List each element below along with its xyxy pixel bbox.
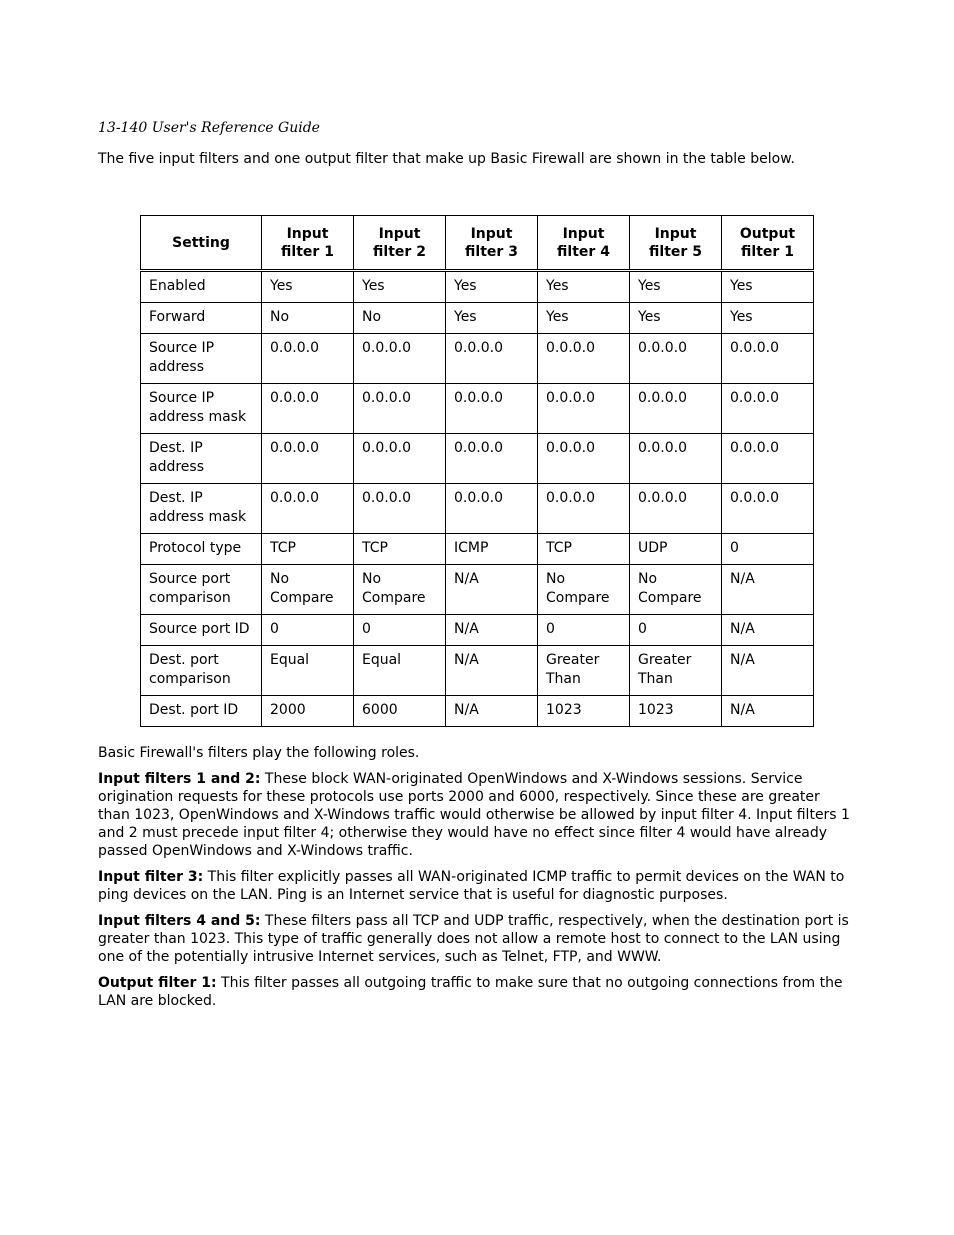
table-cell: 0.0.0.0: [630, 384, 722, 434]
table-cell: Yes: [354, 271, 446, 303]
role-paragraph: [98, 974, 854, 1010]
table-row: [141, 271, 814, 303]
table-cell: TCP: [354, 534, 446, 565]
table-cell: 0.0.0.0: [538, 484, 630, 534]
intro-paragraph: The five input filters and one output filter that make up Basic Firewall are shown in the table below.: [98, 151, 795, 167]
role-term: Input filter 3:: [98, 869, 204, 885]
table-cell: Yes: [262, 271, 354, 303]
table-cell: 0.0.0.0: [722, 434, 814, 484]
table-cell: 0.0.0.0: [262, 484, 354, 534]
table-cell: 0.0.0.0: [354, 384, 446, 434]
table-row: [141, 696, 814, 727]
row-label-cell: Source IP address: [141, 334, 262, 384]
row-label-cell: Dest. IP address: [141, 434, 262, 484]
table-row: [141, 434, 814, 484]
role-text: This filter explicitly passes all WAN-originated ICMP traffic to permit devices on the WAN to ping devices on the LAN. Ping is an Internet service that is useful for diagnostic purposes.: [98, 869, 845, 903]
row-label-cell: Protocol type: [141, 534, 262, 565]
table-row: [141, 303, 814, 334]
table-cell: 0: [262, 615, 354, 646]
column-header: Setting: [141, 216, 262, 271]
table-cell: No Compare: [538, 565, 630, 615]
role-paragraph: [98, 868, 854, 904]
table-row: [141, 646, 814, 696]
table-body: [141, 271, 814, 727]
table-cell: 0.0.0.0: [446, 334, 538, 384]
table-cell: 0.0.0.0: [538, 434, 630, 484]
table-cell: Equal: [262, 646, 354, 696]
table-cell: N/A: [446, 646, 538, 696]
table-cell: TCP: [538, 534, 630, 565]
table-row: [141, 384, 814, 434]
table-cell: 1023: [538, 696, 630, 727]
table-cell: TCP: [262, 534, 354, 565]
table-cell: 0.0.0.0: [630, 334, 722, 384]
row-label-cell: Source port comparison: [141, 565, 262, 615]
table-cell: Yes: [446, 303, 538, 334]
role-text: These block WAN-originated OpenWindows and X-Windows sessions. Service origination requests for these protocols use ports 2000 and 6000, respectively. Since these are greater than 1023, OpenWindows and X-Windows traffic would otherwise be allowed by input filter 4. Input filters 1 and 2 must precede input filter 4; otherwise they would have no effect since filter 4 would have already passed OpenWindows and X-Windows traffic.: [98, 771, 850, 859]
table-cell: 2000: [262, 696, 354, 727]
column-header: Input filter 2: [354, 216, 446, 271]
table-header-row: [141, 216, 814, 271]
role-term: Input filters 4 and 5:: [98, 913, 261, 929]
column-header: Output filter 1: [722, 216, 814, 271]
row-label-cell: Dest. IP address mask: [141, 484, 262, 534]
table-cell: 0.0.0.0: [446, 384, 538, 434]
table-row: [141, 334, 814, 384]
table-cell: 0.0.0.0: [538, 384, 630, 434]
table-cell: 0.0.0.0: [262, 334, 354, 384]
table-cell: 6000: [354, 696, 446, 727]
table-cell: N/A: [722, 696, 814, 727]
column-header: Input filter 4: [538, 216, 630, 271]
column-header: Input filter 1: [262, 216, 354, 271]
row-label-cell: Enabled: [141, 271, 262, 303]
filters-table: [140, 215, 814, 727]
column-header: Input filter 3: [446, 216, 538, 271]
table-cell: Yes: [446, 271, 538, 303]
table-cell: N/A: [722, 646, 814, 696]
row-label-cell: Dest. port comparison: [141, 646, 262, 696]
table-cell: Greater Than: [630, 646, 722, 696]
table-cell: 0.0.0.0: [538, 334, 630, 384]
table-cell: No: [354, 303, 446, 334]
table-row: [141, 565, 814, 615]
column-header: Input filter 5: [630, 216, 722, 271]
row-label-cell: Forward: [141, 303, 262, 334]
table-row: [141, 534, 814, 565]
table-cell: 0.0.0.0: [354, 434, 446, 484]
role-paragraph: [98, 770, 854, 860]
roles-list: [98, 770, 854, 1018]
table-cell: 0.0.0.0: [262, 384, 354, 434]
role-text: This filter passes all outgoing traffic to make sure that no outgoing connections from the LAN are blocked.: [98, 975, 843, 1009]
table-cell: No Compare: [630, 565, 722, 615]
table-cell: No Compare: [262, 565, 354, 615]
table-cell: N/A: [722, 565, 814, 615]
row-label-cell: Source port ID: [141, 615, 262, 646]
table-cell: N/A: [446, 565, 538, 615]
table-cell: 0: [722, 534, 814, 565]
role-term: Input filters 1 and 2:: [98, 771, 261, 787]
table-cell: Yes: [630, 271, 722, 303]
table-cell: N/A: [722, 615, 814, 646]
table-cell: 0.0.0.0: [354, 484, 446, 534]
table-row: [141, 615, 814, 646]
table-cell: 0.0.0.0: [354, 334, 446, 384]
table-cell: No: [262, 303, 354, 334]
table-cell: UDP: [630, 534, 722, 565]
role-term: Output filter 1:: [98, 975, 217, 991]
table-cell: 0: [354, 615, 446, 646]
table-row: [141, 484, 814, 534]
table-cell: Equal: [354, 646, 446, 696]
table-cell: 0.0.0.0: [262, 434, 354, 484]
table-cell: Yes: [538, 271, 630, 303]
table-cell: Yes: [630, 303, 722, 334]
table-cell: 0.0.0.0: [630, 484, 722, 534]
role-paragraph: [98, 912, 854, 966]
table-cell: 0.0.0.0: [722, 484, 814, 534]
row-label-cell: Source IP address mask: [141, 384, 262, 434]
roles-intro: Basic Firewall's filters play the following roles.: [98, 745, 420, 761]
table-cell: 0: [630, 615, 722, 646]
table-cell: 0: [538, 615, 630, 646]
table-cell: N/A: [446, 615, 538, 646]
table-cell: Yes: [538, 303, 630, 334]
table-cell: 0.0.0.0: [630, 434, 722, 484]
table-cell: Yes: [722, 303, 814, 334]
table-cell: ICMP: [446, 534, 538, 565]
table-cell: 0.0.0.0: [722, 334, 814, 384]
table-cell: N/A: [446, 696, 538, 727]
table-cell: Yes: [722, 271, 814, 303]
table-cell: 0.0.0.0: [446, 434, 538, 484]
table-cell: 0.0.0.0: [722, 384, 814, 434]
table-cell: Greater Than: [538, 646, 630, 696]
running-head: 13-140 User's Reference Guide: [98, 120, 320, 136]
row-label-cell: Dest. port ID: [141, 696, 262, 727]
table-cell: 1023: [630, 696, 722, 727]
role-text: These filters pass all TCP and UDP traffic, respectively, when the destination port is greater than 1023. This type of traffic generally does not allow a remote host to connect to the LAN using one of the potentially intrusive Internet services, such as Telnet, FTP, and WWW.: [98, 913, 849, 965]
table-cell: No Compare: [354, 565, 446, 615]
table-cell: 0.0.0.0: [446, 484, 538, 534]
